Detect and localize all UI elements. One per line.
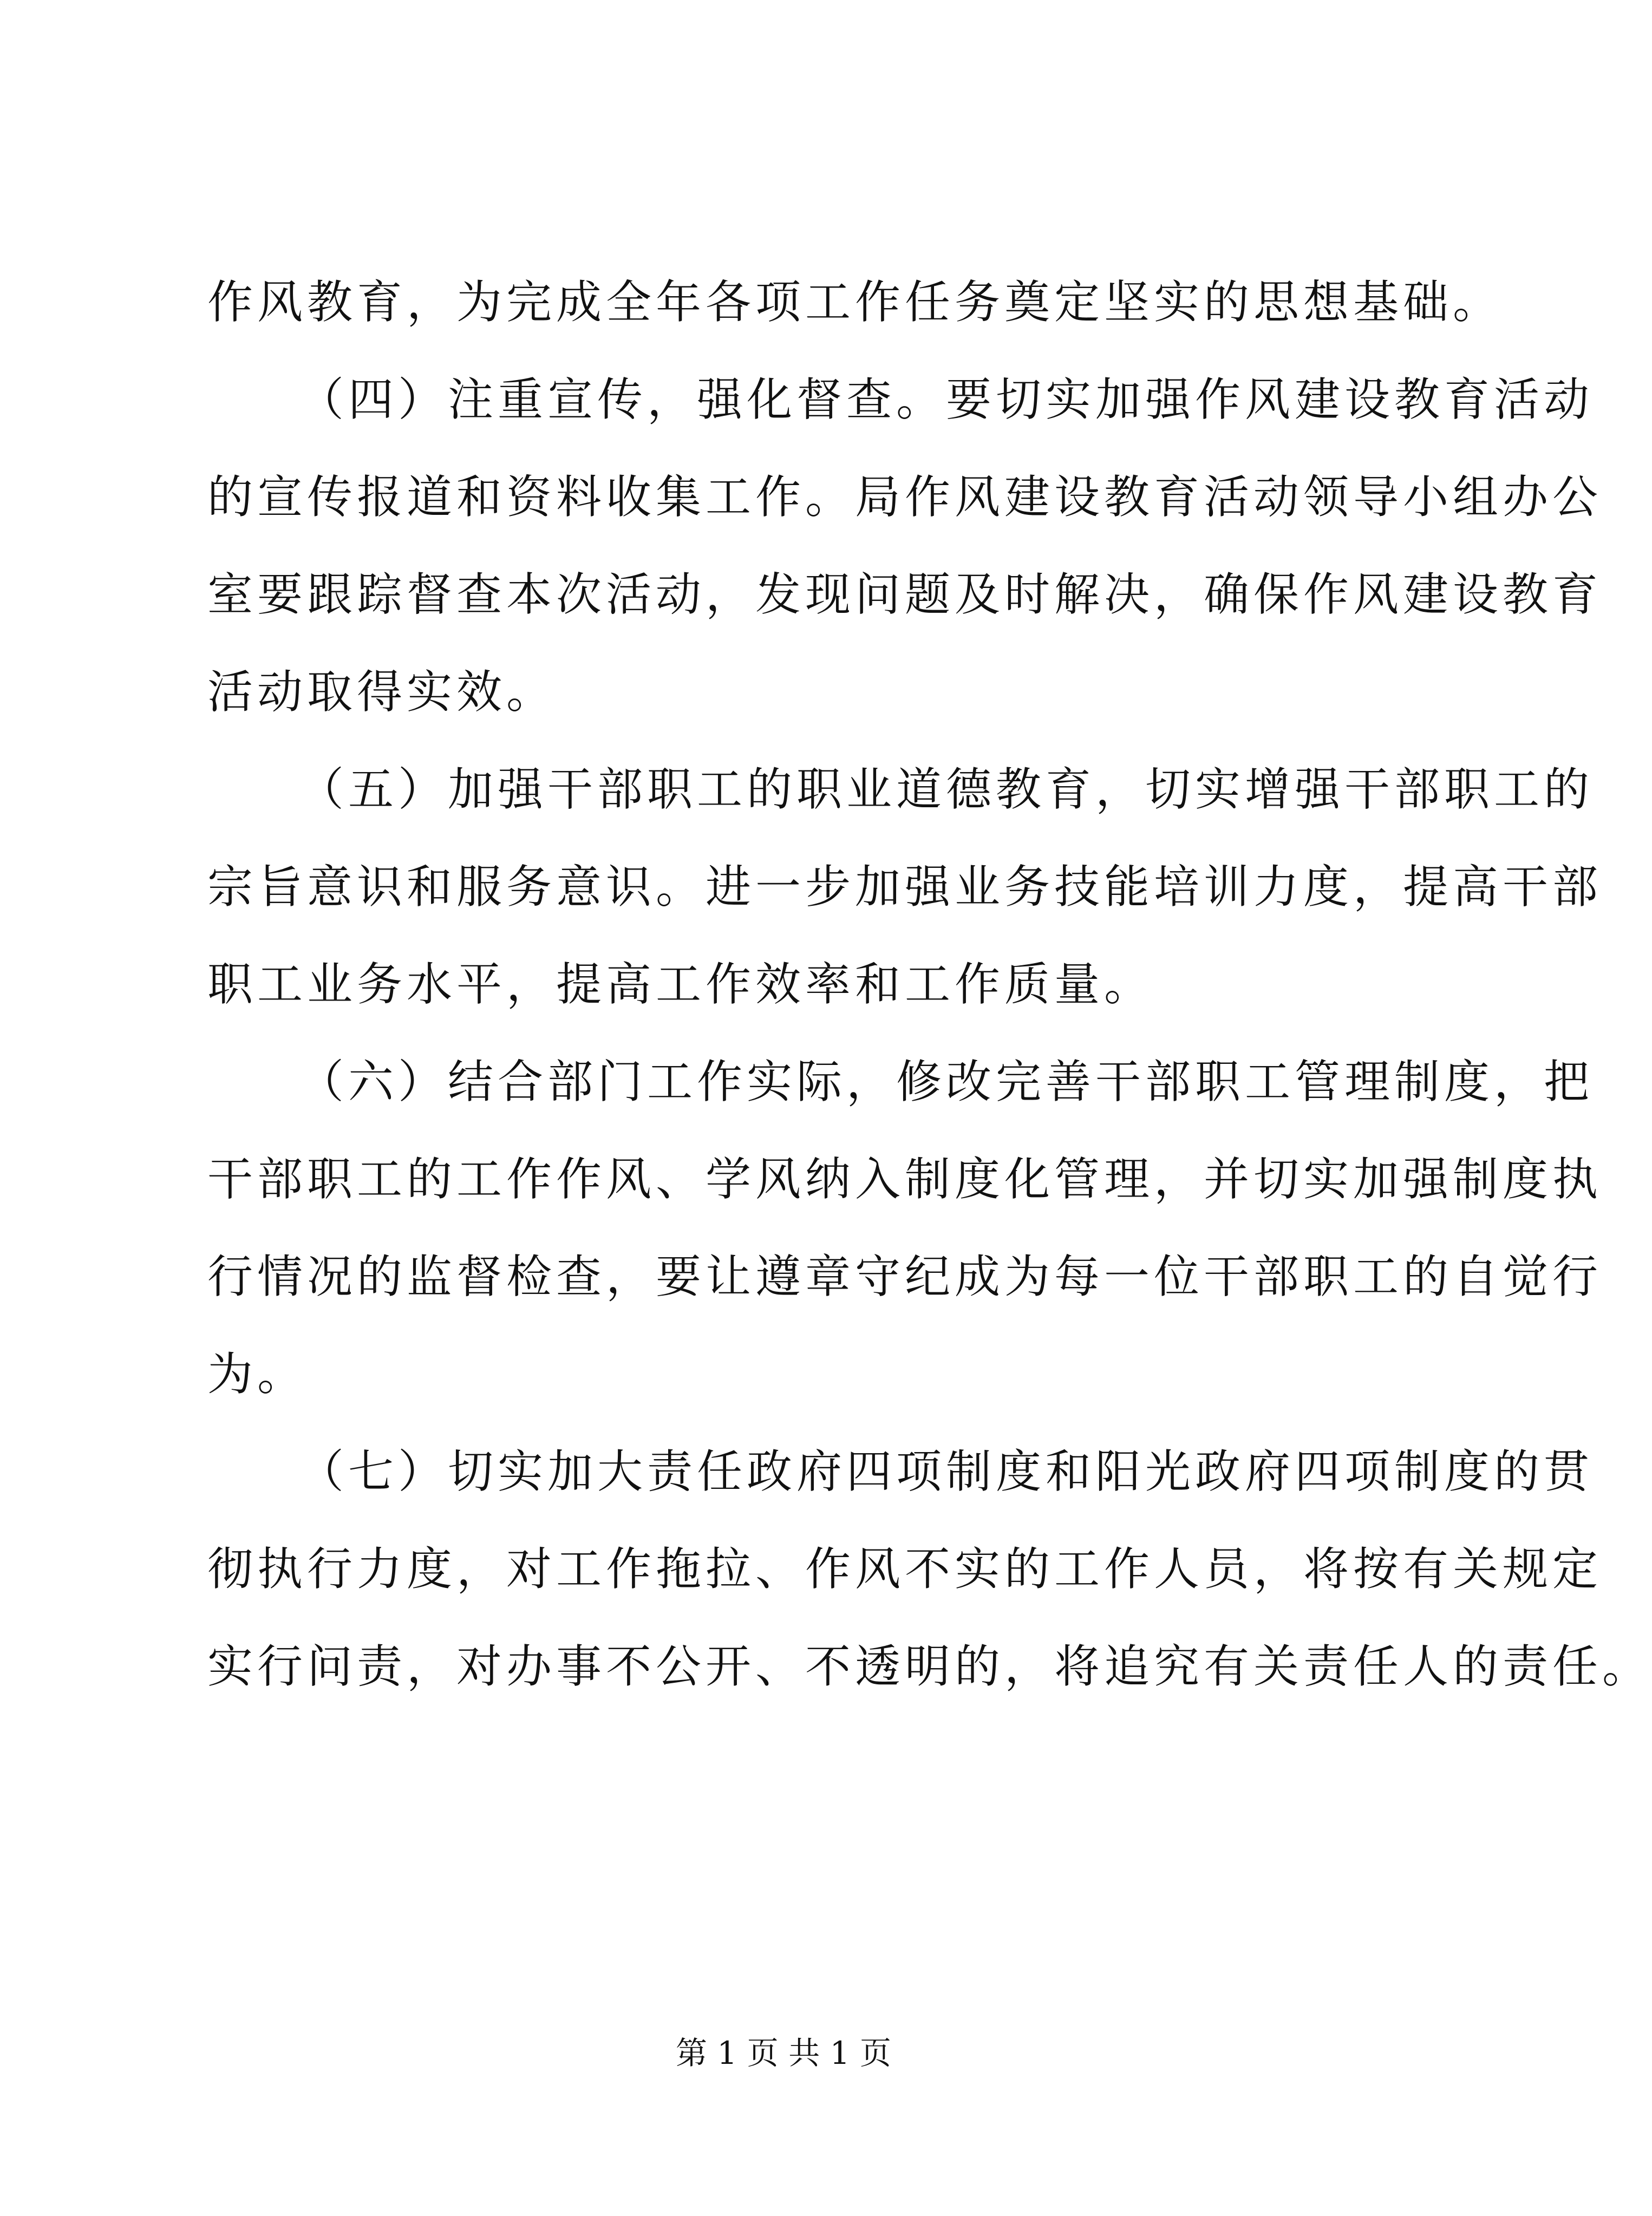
text-line: 实行问责，对办事不公开、不透明的，将追究有关责任人的责任。 — [207, 1640, 1652, 1693]
text-line: 的宣传报道和资料收集工作。局作风建设教育活动领导小组办公 — [207, 470, 1603, 524]
text-line: （四）注重宣传，强化督查。要切实加强作风建设教育活动 — [298, 373, 1594, 426]
text-line: （六）结合部门工作实际，修改完善干部职工管理制度，把 — [298, 1055, 1594, 1108]
text-line: （五）加强干部职工的职业道德教育，切实增强干部职工的 — [298, 763, 1594, 816]
text-line: （七）切实加大责任政府四项制度和阳光政府四项制度的贯 — [298, 1445, 1594, 1498]
text-line: 宗旨意识和服务意识。进一步加强业务技能培训力度，提高干部 — [207, 860, 1603, 913]
document-body — [207, 253, 1652, 1715]
text-line: 室要跟踪督查本次活动，发现问题及时解决，确保作风建设教育 — [207, 568, 1603, 621]
text-line: 作风教育，为完成全年各项工作任务奠定坚实的思想基础。 — [207, 276, 1503, 329]
text-line: 活动取得实效。 — [207, 665, 557, 718]
text-line: 干部职工的工作作风、学风纳入制度化管理，并切实加强制度执 — [207, 1153, 1603, 1206]
page-footer: 第 1 页 共 1 页 — [676, 2035, 891, 2071]
text-line: 职工业务水平，提高工作效率和工作质量。 — [207, 958, 1154, 1011]
text-line: 为。 — [207, 1348, 308, 1401]
text-line: 彻执行力度，对工作拖拉、作风不实的工作人员，将按有关规定 — [207, 1542, 1603, 1596]
text-line: 行情况的监督检查，要让遵章守纪成为每一位干部职工的自觉行 — [207, 1250, 1603, 1303]
